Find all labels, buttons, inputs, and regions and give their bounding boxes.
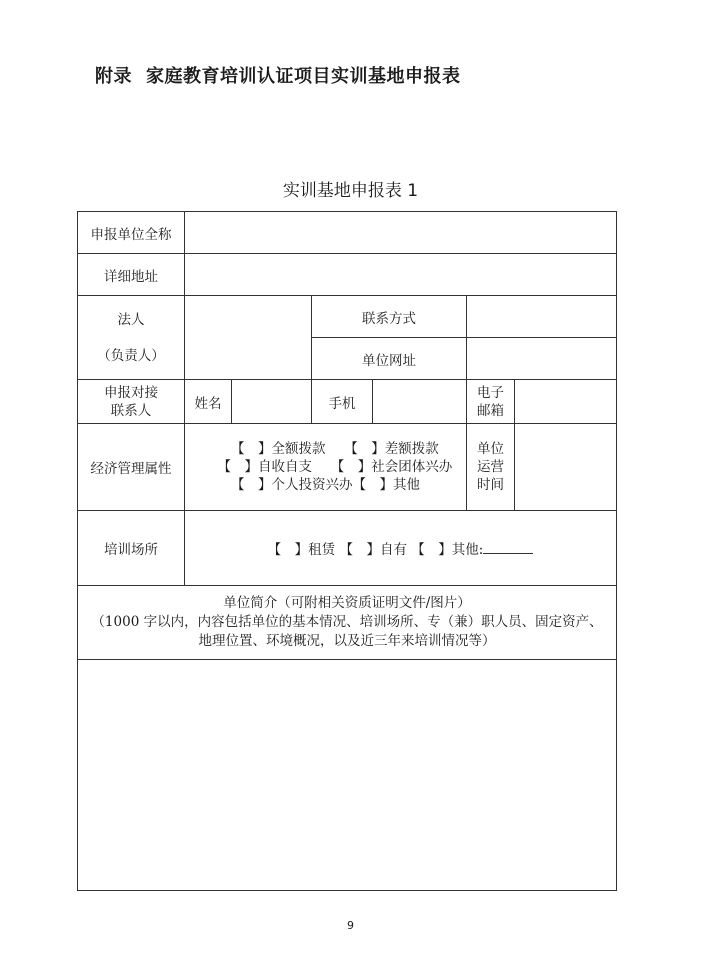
venue-options	[185, 511, 617, 586]
ops-time-field[interactable]	[515, 424, 617, 511]
website-field[interactable]	[467, 338, 617, 380]
venue-option-rented[interactable]: 【 】租赁	[267, 542, 336, 558]
ops-label-cell	[467, 424, 515, 511]
row-liaison	[78, 380, 617, 424]
org-name-field[interactable]	[185, 212, 617, 254]
liaison-label-line2: 联系人	[110, 402, 152, 419]
ops-label-line3: 时间	[477, 477, 504, 493]
econ-option-other[interactable]: 【 】其他	[352, 477, 420, 493]
venue-other-blank[interactable]	[483, 541, 533, 554]
econ-label: 经济管理属性	[78, 424, 185, 511]
econ-option-partial-funding[interactable]: 【 】差额拨款	[344, 441, 439, 457]
contact-method-label: 联系方式	[312, 296, 467, 338]
intro-heading-cell	[78, 586, 617, 660]
phone-field[interactable]	[373, 380, 467, 424]
contact-method-field[interactable]	[467, 296, 617, 338]
row-address	[78, 254, 617, 296]
legal-sub-label: （负责人）	[97, 347, 165, 364]
form-title: 实训基地申报表 1	[282, 181, 419, 201]
legal-label: 法人	[117, 311, 145, 328]
row-economic	[78, 424, 617, 511]
intro-body-field[interactable]	[78, 660, 617, 891]
email-label-cell	[467, 380, 515, 424]
intro-line-2: （1000 字以内，内容包括单位的基本情况、培训场所、专（兼）职人员、固定资产、	[91, 614, 603, 630]
appendix-heading	[95, 62, 461, 88]
legal-field[interactable]	[185, 296, 312, 380]
name-field[interactable]	[232, 380, 312, 424]
ops-label-line2: 运营	[477, 459, 504, 475]
econ-option-social-group[interactable]: 【 】社会团体兴办	[330, 459, 453, 475]
venue-label: 培训场所	[78, 511, 185, 586]
email-field[interactable]	[515, 380, 617, 424]
row-legal-contact	[78, 296, 617, 338]
email-label-line2: 邮箱	[477, 402, 504, 419]
appendix-prefix: 附录	[95, 66, 132, 87]
row-org-name	[78, 212, 617, 254]
row-intro-body	[78, 660, 617, 891]
liaison-label-line1: 申报对接	[104, 384, 158, 401]
ops-label-line1: 单位	[477, 441, 504, 457]
application-form-table	[77, 211, 617, 891]
appendix-title: 家庭教育培训认证项目实训基地申报表	[146, 66, 461, 87]
liaison-label-cell	[78, 380, 185, 424]
page-number: 9	[347, 919, 354, 932]
address-field[interactable]	[185, 254, 617, 296]
econ-option-full-funding[interactable]: 【 】全额拨款	[231, 441, 326, 457]
row-intro-heading	[78, 586, 617, 660]
website-label: 单位网址	[312, 338, 467, 380]
econ-option-self-funded[interactable]: 【 】自收自支	[217, 459, 312, 475]
intro-line-3: 地理位置、环境概况，以及近三年来培训情况等）	[198, 633, 496, 649]
phone-label: 手机	[312, 380, 373, 424]
email-label-line1: 电子	[477, 384, 504, 401]
legal-label-cell	[78, 296, 185, 380]
econ-option-private-investment[interactable]: 【 】个人投资兴办	[231, 477, 353, 493]
row-venue	[78, 511, 617, 586]
venue-option-owned[interactable]: 【 】自有	[339, 542, 407, 558]
address-label: 详细地址	[78, 254, 185, 296]
venue-option-other[interactable]: 【 】其他:	[411, 542, 484, 558]
econ-options	[185, 424, 467, 511]
org-name-label: 申报单位全称	[78, 212, 185, 254]
intro-line-1: 单位简介（可附相关资质证明文件/图片）	[223, 595, 471, 611]
name-label: 姓名	[185, 380, 232, 424]
